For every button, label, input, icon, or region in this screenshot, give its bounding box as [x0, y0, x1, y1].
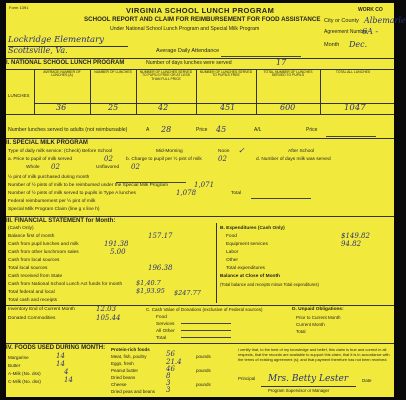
- signer-title: Program Supervisor or Manager: [268, 388, 330, 393]
- cash-receipts-label: Total cash and receipts: [8, 298, 58, 303]
- month-label: Month: [324, 42, 340, 48]
- protein-item-label: Dried peas and beans: [111, 389, 156, 394]
- protein-item-label: Cheese: [111, 382, 127, 387]
- avg-attendance-label: Average Daily Attendance: [156, 48, 220, 54]
- form-title: VIRGINIA SCHOOL LUNCH PROGRAM: [126, 6, 275, 15]
- protein-label: Protein-rich foods: [111, 347, 150, 352]
- mid-morning-label: Mid-Morning: [156, 149, 183, 154]
- unpaid-current-label: Current Month: [296, 322, 325, 327]
- adult-a-value: 28: [161, 125, 172, 134]
- food-exp-label: Food: [226, 234, 237, 239]
- unflavored-label: Unflavored: [96, 165, 120, 170]
- form-subtitle: SCHOOL REPORT AND CLAIM FOR REIMBURSEMENT FOR FOOD ASSISTANCE: [84, 16, 321, 23]
- milk-program-heading: II. SPECIAL MILK PROGRAM: [6, 140, 88, 146]
- city-county-label: City or County: [324, 18, 359, 24]
- after-school-label: After School: [288, 149, 315, 154]
- pounds-unit: pounds: [196, 382, 211, 387]
- pounds-unit: pounds: [196, 368, 211, 373]
- nslp-cash-label: Cash from National School Lunch Act funds for month: [8, 282, 123, 287]
- protein-item-label: Meat, fish, poultry: [111, 354, 147, 359]
- half-pints-purchased-label: ½ pint of milk purchased during month: [8, 175, 90, 180]
- row-line: [34, 103, 394, 104]
- col-divider: [256, 69, 257, 114]
- labor-exp-label: Labor: [226, 250, 239, 255]
- donated-value: 105.44: [96, 314, 121, 322]
- milk-service-label: Type of daily milk service: (Check) Before School: [8, 149, 113, 154]
- foods-used-heading: IV. FOODS USED DURING MONTH:: [6, 345, 106, 351]
- form-number: Form 1391: [9, 5, 29, 10]
- certification-text: I certify that, to the best of my knowledge and belief, this claim is true and correct in all respects, that the records are available to support this claim, that it is in accordance with the terms of existing agreement (s); and that payment therefore has not been received.: [238, 347, 390, 363]
- reimbursed-value: 1,071: [194, 181, 215, 189]
- agreement-value: 6A -: [362, 27, 379, 36]
- col-header: AVERAGE NUMBER OF LUNCHES (A): [43, 70, 81, 78]
- adult-lunches-label: Number lunches served to adults (not reimbursable): [8, 127, 128, 133]
- col-divider: [196, 69, 197, 114]
- food-item-label: Butter: [8, 363, 21, 368]
- total-local-value: 196.38: [148, 264, 173, 272]
- lunch-cell: 600: [280, 103, 296, 112]
- work-copy-label: WORK CO: [358, 7, 383, 13]
- food-item-label: A-Milk (No. dss): [8, 371, 41, 376]
- month-value: Dec.: [349, 40, 368, 49]
- nslp-cash-value-a: $1,40.7: [136, 279, 161, 287]
- lunch-cell: 25: [108, 103, 119, 112]
- noon-check: ✓: [238, 146, 245, 155]
- protein-item-value: 8: [166, 372, 171, 380]
- food-item-value: 14: [56, 352, 65, 360]
- nslp-cash-value-b: $1,93.95: [136, 287, 165, 295]
- protein-item-label: Peanut butter: [111, 368, 139, 373]
- section-divider: [6, 305, 394, 306]
- protein-item-value: 3: [166, 379, 171, 387]
- pounds-unit: pounds: [196, 354, 211, 359]
- whole-value: 02: [51, 163, 60, 171]
- donation-other-blank: [181, 329, 231, 338]
- milk-charge-label: b. Charge to pupil per ½ pint of milk: [126, 157, 202, 162]
- claim-label: Special Milk Program Claim (line g x line h): [8, 207, 100, 212]
- unflavored-value: 02: [131, 163, 140, 171]
- donated-label: Donated Commodities: [8, 316, 56, 321]
- lunch-cell: 451: [220, 103, 236, 112]
- days-served-label: Number of days lunches were served: [146, 60, 232, 66]
- federal-total-label: Total federal and local: [8, 290, 55, 295]
- food-item-value: 14: [56, 360, 65, 368]
- food-item-value: 4: [64, 368, 69, 376]
- table-bottom-line: [6, 114, 394, 115]
- other-exp-label: Other: [226, 258, 238, 263]
- section-divider: [6, 138, 394, 139]
- half-pints-blank: [116, 174, 186, 183]
- adult-price-value: 45: [216, 125, 227, 134]
- city-county-value: Albemarle: [364, 16, 406, 25]
- local-sources-label: Cash from local sources: [8, 258, 60, 263]
- lunch-program-heading: I. NATIONAL SCHOOL LUNCH PROGRAM: [6, 60, 125, 66]
- signature-line: [261, 386, 356, 387]
- school-name: Lockridge Elementary: [8, 35, 104, 45]
- col-divider: [34, 69, 35, 114]
- pupil-cash-value: 191.38: [104, 240, 129, 248]
- cash-value-heading: C. Cash Value of Donations (exclusive of Federal sources): [146, 307, 263, 312]
- avg-attendance-blank: [221, 48, 301, 57]
- date-label: Date: [362, 378, 372, 383]
- protein-item-value: 21.4: [166, 358, 182, 366]
- donation-other-label: All Other: [156, 329, 175, 334]
- claim-form: [6, 3, 406, 397]
- food-item-value: 14: [64, 376, 73, 384]
- balance-close-note: (Total balance and receipts minus Total expenditures): [220, 282, 319, 287]
- other-sales-label: Cash from other lunchroom sales: [8, 250, 79, 255]
- financial-heading: III. FINANCIAL STATEMENT for Month:: [6, 218, 116, 224]
- section-divider: [6, 216, 394, 217]
- whole-label: Whole: [26, 165, 40, 170]
- donation-services-label: Services: [156, 322, 175, 327]
- col-header: NUMBER OF LUNCHES SERVED TO PUPILS FREE OR AT LESS THAN FULL PRICE: [139, 70, 193, 81]
- other-sales-value: 5.00: [110, 248, 126, 256]
- adult-price2-label: Price: [306, 127, 318, 133]
- col-header: NUMBER OF LUNCHES: [94, 70, 132, 74]
- agreement-label: Agreement Number: [324, 29, 368, 35]
- food-item-label: C-Milk (No. dss): [8, 379, 41, 384]
- noon-label: Noon: [218, 149, 230, 154]
- days-served-value: 17: [276, 58, 287, 67]
- unpaid-heading: D. Unpaid Obligations:: [292, 307, 344, 312]
- principal-label: Principal: [238, 376, 256, 381]
- total-local-label: Total local sources: [8, 266, 48, 271]
- form-under-line: Under National School Lunch Program and Special Milk Program: [110, 26, 260, 32]
- adult-price2-blank: [326, 128, 376, 137]
- equipment-exp-value: 94.82: [341, 240, 362, 248]
- section-divider: [6, 58, 394, 59]
- cash-only-label: (Cash Only): [8, 226, 34, 231]
- signature: Mrs. Betty Lester: [268, 374, 349, 384]
- milk-total-label: Total: [231, 191, 242, 196]
- protein-item-value: 56: [166, 350, 175, 358]
- lunch-cell: 1047: [344, 103, 366, 113]
- state-cash-label: Cash received from State: [8, 274, 63, 279]
- balance-close-label: Balance at Close of Month: [220, 274, 280, 279]
- equipment-exp-label: Equipment services: [226, 242, 268, 247]
- lunch-cell: 42: [158, 103, 169, 112]
- federal-total-value: $247.77: [174, 289, 201, 297]
- inventory-end-value: 12.03: [96, 305, 117, 313]
- adult-price-label: Price: [196, 127, 208, 133]
- unpaid-prior-label: Prior to Current Month: [296, 315, 341, 320]
- milk-charge-value: 02: [218, 155, 227, 163]
- food-exp-value: $149.82: [341, 232, 370, 240]
- adult-a-label: A: [146, 127, 150, 133]
- milk-price-label: a. Price to pupil of milk served: [8, 157, 72, 162]
- col-header: TOTAL NUMBER OF LUNCHES SERVED TO PUPILS: [263, 70, 313, 78]
- col-header: TOTAL ALL LUNCHES: [335, 70, 371, 74]
- financial-divider: [216, 223, 217, 303]
- type-a-label: Number of ½ pints of milk served to pupils in Type A lunches: [8, 191, 136, 196]
- adult-al-label: A/L: [254, 127, 262, 133]
- protein-item-value: 3: [166, 386, 171, 394]
- lunch-cell: 36: [56, 103, 67, 112]
- type-a-value: 1,078: [176, 189, 197, 197]
- school-address: Scottsville, Va.: [8, 46, 68, 55]
- donation-food-label: Food: [156, 315, 167, 320]
- protein-item-label: Dried beans: [111, 375, 136, 380]
- federal-reimb-label: Federal reimbursement per ½ pint of milk: [8, 199, 96, 204]
- protein-item-label: Eggs, fresh: [111, 361, 134, 366]
- unpaid-total-label: Total: [296, 329, 306, 334]
- reimbursed-label: Number of ½ pints of milk to be reimbursed under the Special Milk Program: [8, 183, 168, 188]
- days-milk-label: d. Number of days milk was served: [256, 157, 331, 162]
- total-exp-label: Total expenditures: [226, 266, 265, 271]
- milk-price-value: 02: [104, 155, 113, 163]
- pupil-cash-label: Cash from pupil lunches and milk: [8, 242, 79, 247]
- protein-item-value: 46: [166, 365, 175, 373]
- donation-total-label: Total: [156, 336, 167, 341]
- food-item-label: Margarine: [8, 355, 29, 360]
- col-divider: [136, 69, 137, 114]
- milk-total-blank: [251, 190, 311, 199]
- col-divider: [320, 69, 321, 114]
- col-divider: [90, 69, 91, 114]
- col-header: NUMBER OF LUNCHES SERVED TO PUPILS FREE: [199, 70, 253, 78]
- balance-first-value: 157.17: [148, 232, 173, 240]
- lunches-row-label: LUNCHES: [8, 93, 30, 98]
- balance-first-label: Balance first of month: [8, 234, 55, 239]
- expenditures-heading: B. Expenditures (Cash Only): [220, 226, 285, 231]
- section-divider: [6, 343, 394, 344]
- inventory-end-label: Inventory End of Current Month: [8, 307, 75, 312]
